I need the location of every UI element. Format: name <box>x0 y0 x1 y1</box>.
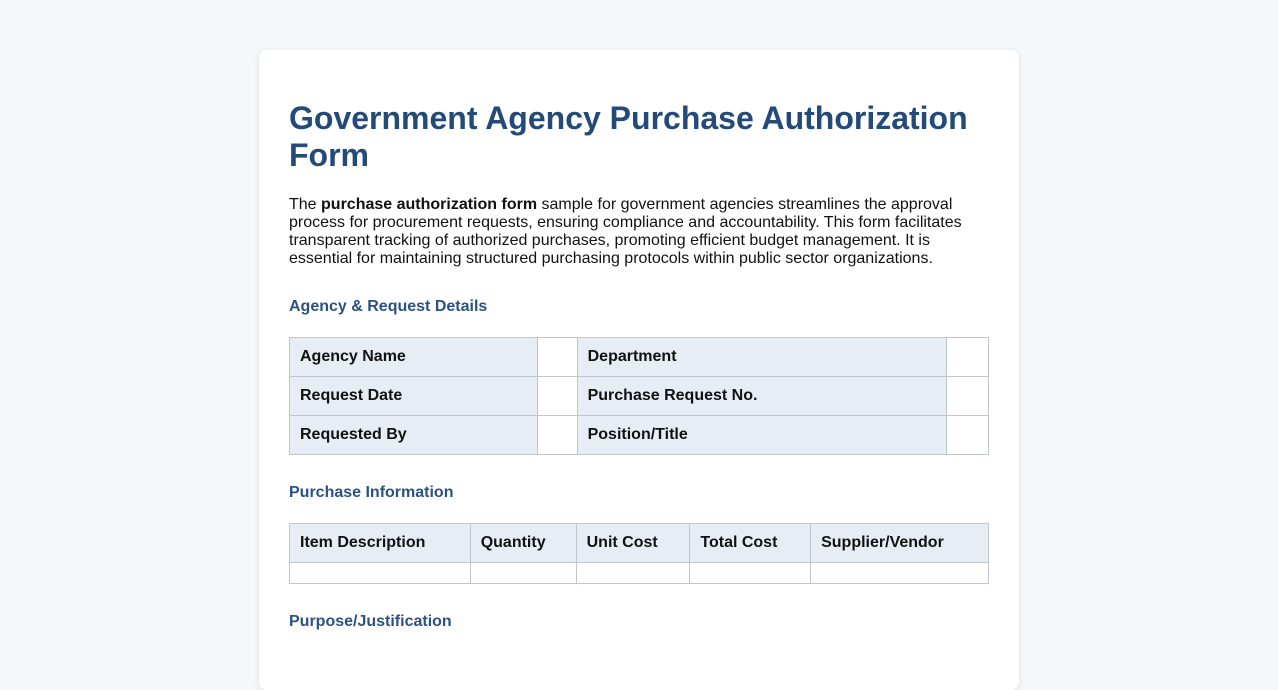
intro-text-end: sample for government agencies streamlines the approval process for procurement requests, ensuring compliance and accountability. This form facilitates transparent tracking of authorized purchases, promoting efficient budget management. It is essential for maintaining structured purchasing protocols within public sector organizations. <box>289 196 962 267</box>
section-heading-agency: Agency & Request Details <box>289 298 488 315</box>
column-header-quantity: Quantity <box>470 524 576 563</box>
purchase-request-no-field[interactable] <box>947 377 989 416</box>
intro-paragraph <box>289 196 989 268</box>
position-title-field[interactable] <box>947 416 989 455</box>
agency-details-table <box>289 337 989 455</box>
supplier-vendor-cell[interactable] <box>811 563 989 584</box>
table-row <box>290 416 989 455</box>
table-row <box>290 338 989 377</box>
page-title: Government Agency Purchase Authorization Form <box>289 100 968 173</box>
column-header-supplier-vendor: Supplier/Vendor <box>811 524 989 563</box>
request-date-label: Request Date <box>290 377 538 416</box>
requested-by-label: Requested By <box>290 416 538 455</box>
item-description-cell[interactable] <box>290 563 471 584</box>
table-row <box>290 377 989 416</box>
request-date-field[interactable] <box>537 377 577 416</box>
agency-name-field[interactable] <box>537 338 577 377</box>
intro-text-start: The <box>289 196 322 213</box>
requested-by-field[interactable] <box>537 416 577 455</box>
section-heading-purchase: Purchase Information <box>289 484 454 501</box>
unit-cost-cell[interactable] <box>576 563 690 584</box>
department-label: Department <box>577 338 946 377</box>
table-header-row <box>290 524 989 563</box>
position-title-label: Position/Title <box>577 416 946 455</box>
purchase-request-no-label: Purchase Request No. <box>577 377 946 416</box>
quantity-cell[interactable] <box>470 563 576 584</box>
column-header-total-cost: Total Cost <box>690 524 811 563</box>
total-cost-cell[interactable] <box>690 563 811 584</box>
intro-text-bold: purchase authorization form <box>321 196 538 213</box>
column-header-unit-cost: Unit Cost <box>576 524 690 563</box>
department-field[interactable] <box>947 338 989 377</box>
agency-name-label: Agency Name <box>290 338 538 377</box>
table-row <box>290 563 989 584</box>
column-header-item-description: Item Description <box>290 524 471 563</box>
section-heading-purpose: Purpose/Justification <box>289 613 452 630</box>
form-card <box>259 50 1019 690</box>
purchase-items-table <box>289 523 989 584</box>
